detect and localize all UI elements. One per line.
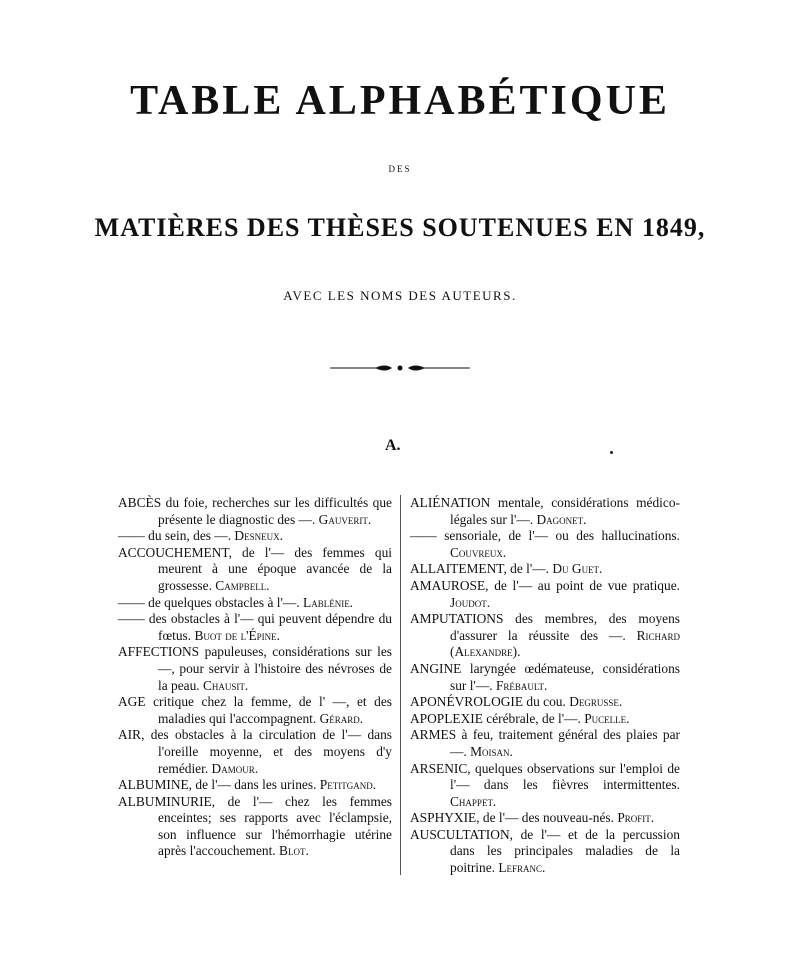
ink-speck: [610, 451, 613, 454]
index-entry: [118, 794, 392, 860]
entry-text: , de l'— des femmes qui meurent à une époque avancée de la grossesse.: [158, 544, 392, 593]
entry-author: Frébault.: [495, 677, 548, 693]
entry-author: Chappet.: [450, 793, 497, 809]
entry-heading: ——: [410, 528, 437, 544]
entry-text: des obstacles à l'— qui peuvent dépendre du fœtus.: [144, 611, 392, 643]
left-column: [118, 495, 392, 860]
entry-author: Moisan.: [470, 743, 513, 759]
index-entry: [118, 727, 392, 777]
entry-text: sensoriale, de l'— ou des hallucinations.: [436, 528, 680, 544]
index-entry: [410, 561, 680, 578]
entry-text: , des obstacles à la circulation de l'— dans l'oreille moyenne, et des moyens d'y remédier.: [141, 727, 392, 776]
entry-text: critique chez la femme, de l' —, et des maladies qui l'accompagnent.: [145, 694, 392, 726]
entry-author: Couvreux.: [450, 544, 507, 560]
entry-heading: ARSENIC: [410, 760, 468, 776]
title-connector: DES: [388, 164, 412, 174]
index-entry: [410, 495, 680, 528]
entry-author: Chausit.: [202, 677, 249, 693]
entry-author: Desneux.: [234, 528, 283, 544]
entry-text: des membres, des moyens d'assurer la réussite des —.: [450, 611, 680, 643]
entry-text: , de l'— et de la percussion dans les principales maladies de la poitrine.: [450, 826, 680, 876]
index-entry: [118, 694, 392, 727]
entry-heading: ——: [118, 528, 145, 544]
entry-heading: AFFECTIONS: [118, 644, 200, 660]
entry-heading: ANGINE: [410, 660, 462, 676]
entry-author: Petitgand.: [319, 777, 377, 793]
entry-author: Dagonet.: [536, 511, 587, 527]
entry-text: laryngée œdémateuse, considérations sur l'—.: [450, 660, 680, 693]
entry-heading: ——: [118, 594, 145, 610]
entry-heading: ALBUMINURIE: [118, 793, 212, 809]
entry-text: cérébrale, de l'—.: [482, 710, 585, 726]
entry-heading: AMAUROSE: [410, 577, 486, 593]
entry-author: Degrusse.: [569, 694, 623, 710]
entry-heading: AGE: [118, 694, 146, 710]
index-entry: [410, 711, 680, 728]
entry-author: Pucelle.: [584, 710, 630, 726]
index-entry: [410, 727, 680, 760]
index-entry: [410, 611, 680, 661]
entry-author: Lefranc.: [498, 860, 546, 876]
right-column: [410, 495, 680, 877]
entry-heading: AIR: [118, 727, 142, 743]
entry-text: , de l'— chez les femmes enceintes; ses rapports avec l'éclampsie, son influence sur l'hémorrhagie utérine après l'accouchement.: [158, 793, 392, 859]
entry-author: Richard (Alexandre).: [450, 627, 680, 660]
ornament-divider: [330, 360, 470, 376]
index-entry: [118, 528, 392, 545]
entry-author: Damour.: [211, 760, 259, 776]
entry-author: Blot.: [279, 843, 309, 859]
entry-heading: ALLAITEMENT: [410, 561, 504, 577]
entry-author: Campbell.: [215, 577, 270, 593]
entry-heading: AUSCULTATION: [410, 826, 510, 842]
entry-heading: ARMES: [410, 727, 457, 743]
page-title: TABLE ALPHABÉTIQUE: [130, 78, 670, 124]
entry-text: , de l'— dans les urines.: [188, 777, 320, 793]
entry-heading: APONÉVROLOGIE: [410, 694, 524, 710]
index-entry: [118, 611, 392, 644]
entry-heading: ——: [118, 611, 145, 627]
entry-text: du foie, recherches sur les difficultés que présente le diagnostic des —.: [158, 495, 392, 527]
entry-author: Du Guet.: [552, 561, 603, 577]
entry-author: Lablénie.: [303, 594, 354, 610]
entry-heading: ALIÉNATION: [410, 495, 491, 510]
entry-text: mentale, considérations médico-légales sur l'—.: [450, 495, 680, 527]
index-entry: [410, 761, 680, 811]
index-entry: [118, 644, 392, 694]
section-letter: A.: [385, 437, 401, 454]
index-entry: [410, 528, 680, 561]
entry-author: Buot de l'Épine.: [194, 627, 281, 643]
index-entry: [410, 578, 680, 611]
index-entry: [118, 777, 392, 794]
index-entry: [410, 694, 680, 711]
index-entry: [118, 545, 392, 595]
entry-heading: ABCÈS: [118, 495, 162, 510]
entry-text: papuleuses, considérations sur les —, pour servir à l'histoire des névroses de la peau.: [158, 644, 392, 693]
entry-text: à feu, traitement général des plaies par —.: [450, 727, 680, 759]
index-entry: [410, 827, 680, 877]
entry-text: , de l'— des nouveau-nés.: [476, 810, 618, 826]
entry-author: Gérard.: [319, 710, 364, 726]
entry-author: Profit.: [617, 810, 655, 826]
entry-text: , de l'— au point de vue pratique.: [485, 577, 680, 593]
page-subtitle: MATIÈRES DES THÈSES SOUTENUES EN 1849,: [94, 213, 706, 242]
entry-heading: AMPUTATIONS: [410, 611, 504, 627]
entry-text: de quelques obstacles à l'—.: [144, 594, 304, 610]
entry-text: du sein, des —.: [144, 528, 235, 544]
index-entry: [118, 595, 392, 612]
entry-heading: ALBUMINE: [118, 777, 189, 793]
authors-line: AVEC LES NOMS DES AUTEURS.: [283, 288, 517, 303]
entry-heading: APOPLEXIE: [410, 710, 483, 726]
entry-text: , de l'—.: [503, 561, 553, 577]
entry-heading: ASPHYXIE: [410, 810, 477, 826]
index-entry: [410, 661, 680, 694]
index-entry: [118, 495, 392, 528]
entry-author: Gauverit.: [318, 511, 372, 527]
entry-text: du cou.: [523, 694, 570, 710]
entry-text: , quelques observations sur l'emploi de l'— dans les fièvres intermittentes.: [450, 760, 680, 793]
column-rule: [400, 495, 401, 875]
index-entry: [410, 810, 680, 827]
entry-heading: ACCOUCHEMENT: [118, 544, 229, 560]
entry-author: Joudot.: [450, 594, 491, 610]
